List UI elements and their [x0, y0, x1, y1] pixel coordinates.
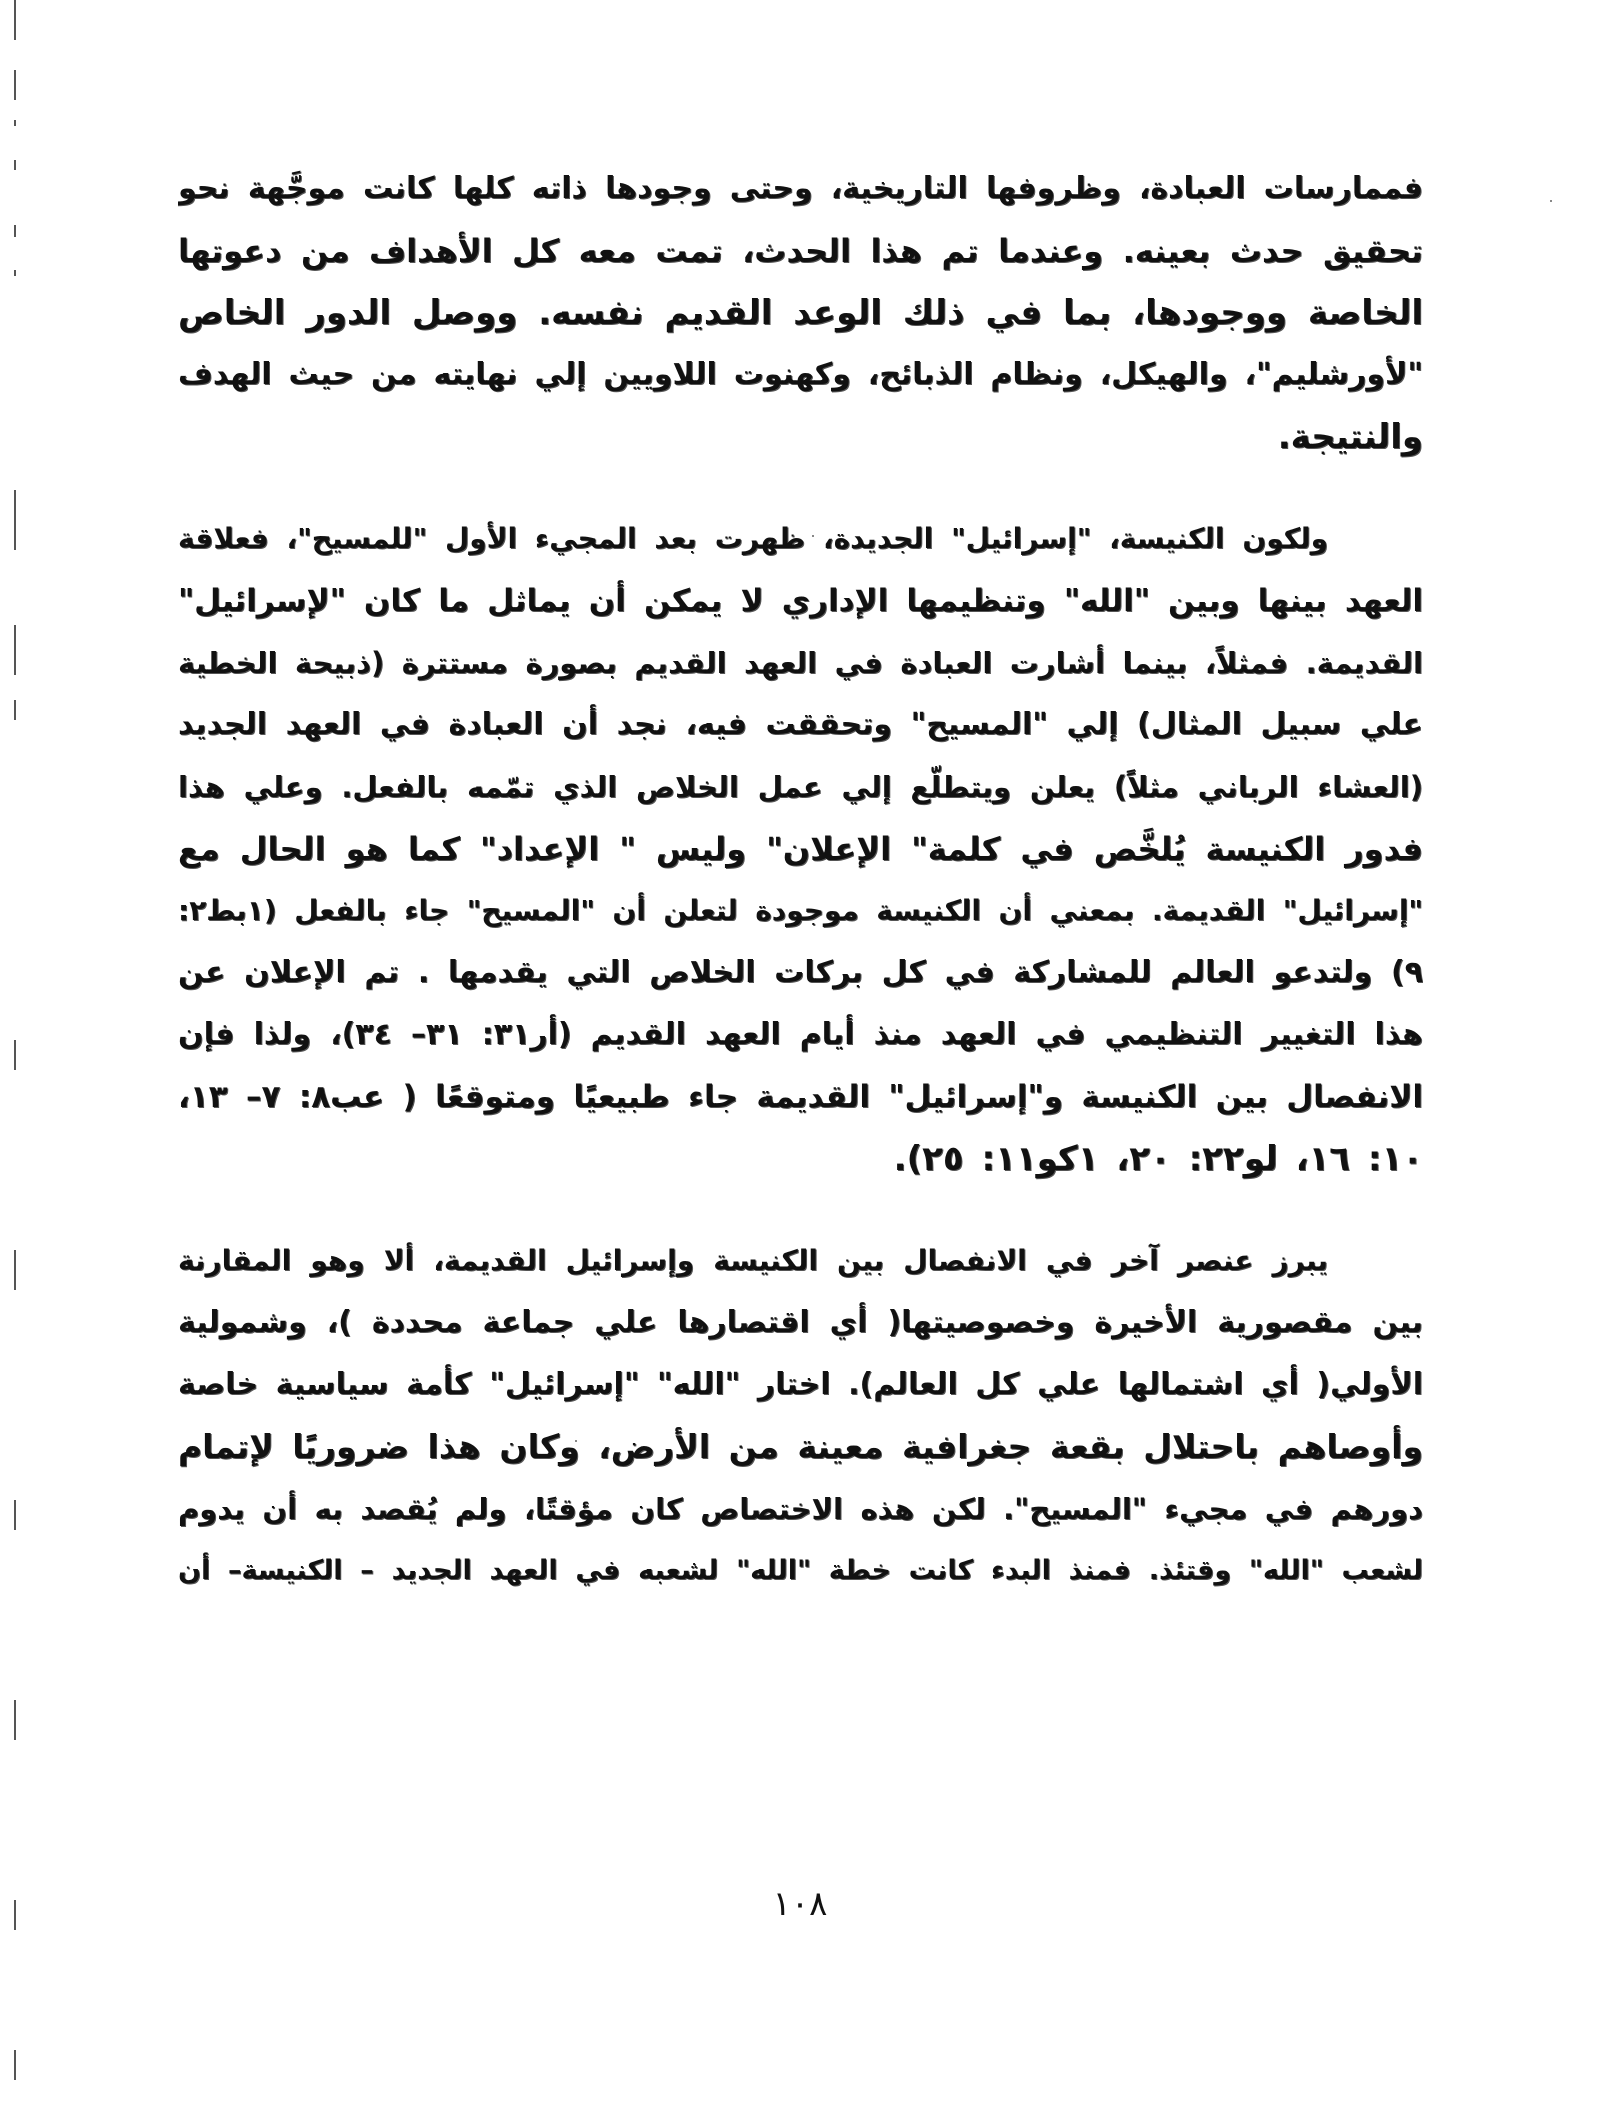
text-line: (العشاء الرباني مثلاً) يعلن ويتطلّع إلي عمل الخلاص الذي تمّمه بالفعل. وعلي هذا: [178, 770, 1423, 804]
text-line: القديمة. فمثلاً، بينما أشارت العبادة في العهد القديم بصورة مستترة (ذبيحة الخطية: [178, 646, 1423, 680]
text-line: بين مقصورية الأخيرة وخصوصيتها( أي اقتصارها علي جماعة محددة )، وشمولية: [178, 1305, 1423, 1340]
paragraph-1: [178, 158, 1423, 468]
text-line: لشعب "الله" وقتئذ. فمنذ البدء كانت خطة "الله" لشعبه في العهد الجديد – الكنيسة– أن: [178, 1555, 1423, 1586]
text-line: فممارسات العبادة، وظروفها التاريخية، وحتى وجودها ذاته كلها كانت موجَّهة نحو: [178, 171, 1423, 206]
text-line: يبرز عنصر آخر في الانفصال بين الكنيسة وإسرائيل القديمة، ألا وهو المقارنة: [178, 1244, 1328, 1277]
paragraph-spacer: [178, 1190, 1423, 1230]
paragraph-3: [178, 1230, 1423, 1602]
page-number: ١٠٨: [772, 1884, 828, 1924]
text-line: علي سبيل المثال) إلي "المسيح" وتحققت فيه، نجد أن العبادة في العهد الجديد: [178, 707, 1423, 742]
text-line: دورهم في مجيء "المسيح". لكن هذه الاختصاص كان مؤقتًا، ولم يُقصد به أن يدوم: [178, 1492, 1423, 1526]
text-line: والنتيجة.: [1277, 417, 1423, 457]
text-line: الأولي( أي اشتمالها علي كل العالم). اختار "الله" "إسرائيل" كأمة سياسية خاصة: [178, 1367, 1423, 1402]
text-line: فدور الكنيسة يُلخَّص في كلمة" الإعلان" وليس " الإعداد" كما هو الحال مع: [178, 830, 1423, 868]
text-line: تحقيق حدث بعينه. وعندما تم هذا الحدث، تمت معه كل الأهداف من دعوتها: [178, 232, 1423, 270]
text-line: وأوصاهم باحتلال بقعة جغرافية معينة من الأرض، وكان هذا ضروريًا لإتمام: [178, 1427, 1423, 1466]
text-line: العهد بينها وبين "الله" وتنظيمها الإداري لا يمكن أن يماثل ما كان "لإسرائيل": [178, 583, 1423, 619]
scan-edge-artifact: [14, 0, 18, 2111]
scan-speck: [1550, 200, 1552, 202]
text-line: ٩) ولتدعو العالم للمشاركة في كل بركات الخلاص التي يقدمها . تم الإعلان عن: [178, 955, 1423, 990]
paragraph-spacer: [178, 468, 1423, 508]
paragraph-2: [178, 508, 1423, 1190]
text-line: ١٠: ١٦، لو٢٢: ٢٠، ١كو١١: ٢٥).: [893, 1139, 1423, 1179]
text-line: هذا التغيير التنظيمي في العهد منذ أيام العهد القديم (أر٣١: ٣١– ٣٤)، ولذا فإن: [178, 1017, 1423, 1052]
text-line: الانفصال بين الكنيسة و"إسرائيل" القديمة جاء طبيعيًا ومتوقعًا ( عب٨: ٧– ١٣،: [178, 1079, 1423, 1115]
body-text: [178, 158, 1423, 1602]
text-line: "إسرائيل" القديمة. بمعني أن الكنيسة موجودة لتعلن أن "المسيح" جاء بالفعل (١بط٢:: [178, 894, 1423, 927]
text-line: الخاصة ووجودها، بما في ذلك الوعد القديم نفسه. ووصل الدور الخاص: [178, 293, 1423, 333]
text-line: ولكون الكنيسة، "إسرائيل" الجديدة، ظهرت بعد المجيء الأول "للمسيح"، فعلاقة: [178, 522, 1328, 555]
text-line: "لأورشليم"، والهيكل، ونظام الذبائح، وكهنوت اللاويين إلي نهايته من حيث الهدف: [178, 357, 1423, 392]
